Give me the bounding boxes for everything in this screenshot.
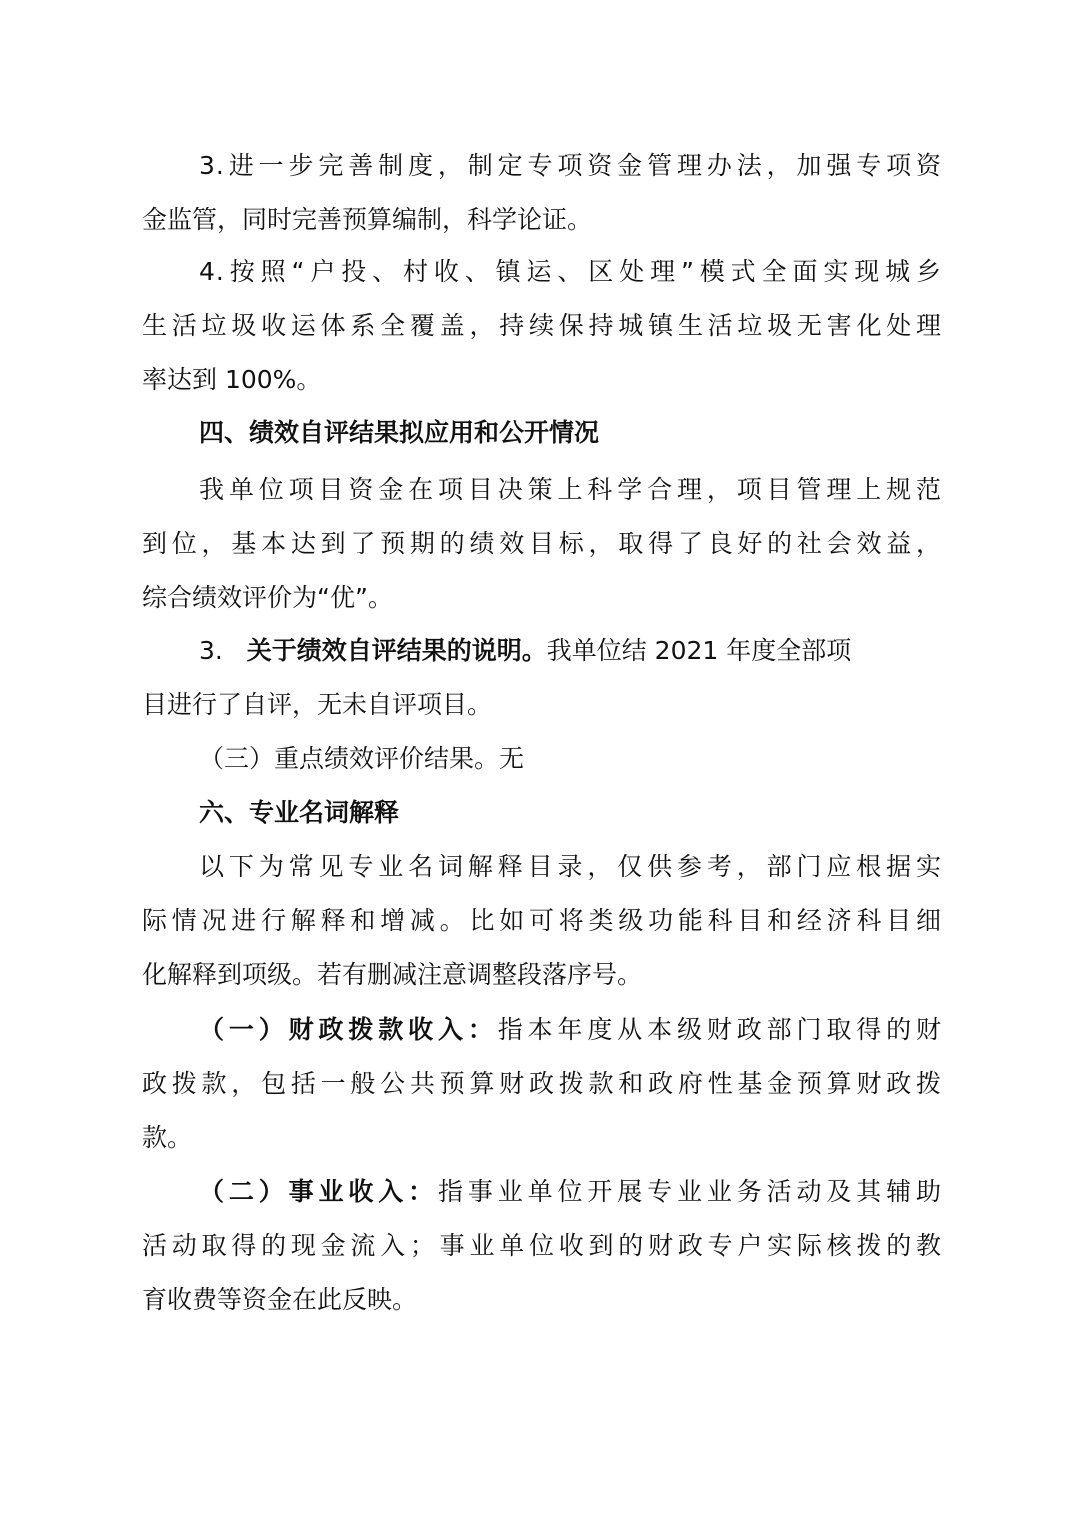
paragraph-5-text: （三）重点绩效评价结果。无 [199,744,525,773]
paragraph-4-number: 3. [199,636,223,665]
paragraph-8-line-2: 活动取得的现金流入；事业单位收到的财政专户实际核拨的教 [142,1231,942,1260]
paragraph-6-line-1: 以下为常见专业名词解释目录，仅供参考，部门应根据实 [199,852,942,881]
paragraph-2-line-2: 生活垃圾收运体系全覆盖，持续保持城镇生活垃圾无害化处理 [142,311,942,340]
paragraph-3-line-2: 到位，基本达到了预期的绩效目标，取得了良好的社会效益， [142,529,942,558]
section-heading-6 [142,786,942,840]
paragraph-3 [142,463,942,625]
paragraph-8 [142,1165,942,1327]
paragraph-6-line-2: 际情况进行解释和增减。比如可将类级功能科目和经济科目细 [142,906,942,935]
paragraph-4-line-2: 目进行了自评，无未自评项目。 [142,690,493,719]
paragraph-8-term: （二）事业收入： [199,1177,438,1206]
section-heading-4-text: 四、绩效自评结果拟应用和公开情况 [199,418,600,447]
section-heading-4 [142,406,942,460]
paragraph-8-line-1 [142,1165,942,1219]
paragraph-3-line-3: 综合绩效评价为“优”。 [142,583,393,612]
paragraph-7 [142,1003,942,1165]
paragraph-6-line-3: 化解释到项级。若有删减注意调整段落序号。 [142,960,643,989]
paragraph-5 [142,732,942,786]
paragraph-4 [142,624,942,732]
paragraph-7-line-3: 款。 [142,1123,193,1152]
paragraph-1-line-1: 3.进一步完善制度，制定专项资金管理办法，加强专项资 [199,151,942,180]
paragraph-3-line-1: 我单位项目资金在项目决策上科学合理，项目管理上规范 [199,475,942,504]
paragraph-7-rest-line-1: 指本年度从本级财政部门取得的财 [497,1015,942,1044]
paragraph-6 [142,840,942,1002]
paragraph-1 [142,139,942,247]
paragraph-8-rest-line-1: 指事业单位开展专业业务活动及其辅助 [438,1177,942,1206]
paragraph-4-bold-text: 关于绩效自评结果的说明。 [246,636,547,665]
paragraph-1-line-2: 金监管，同时完善预算编制，科学论证。 [142,205,593,234]
paragraph-7-line-1 [142,1003,942,1057]
paragraph-7-term: （一）财政拨款收入： [199,1015,498,1044]
paragraph-4-line-1 [142,624,942,678]
paragraph-7-line-2: 政拨款，包括一般公共预算财政拨款和政府性基金预算财政拨 [142,1069,942,1098]
paragraph-8-line-3: 育收费等资金在此反映。 [142,1285,418,1314]
paragraph-4-rest-line-1: 我单位结 2021 年度全部项 [546,636,852,665]
section-heading-6-text: 六、专业名词解释 [199,798,400,827]
paragraph-2-line-1: 4.按照“户投、村收、镇运、区处理”模式全面实现城乡 [199,257,942,286]
paragraph-2-line-3: 率达到 100%。 [142,365,322,394]
paragraph-2 [142,245,942,407]
